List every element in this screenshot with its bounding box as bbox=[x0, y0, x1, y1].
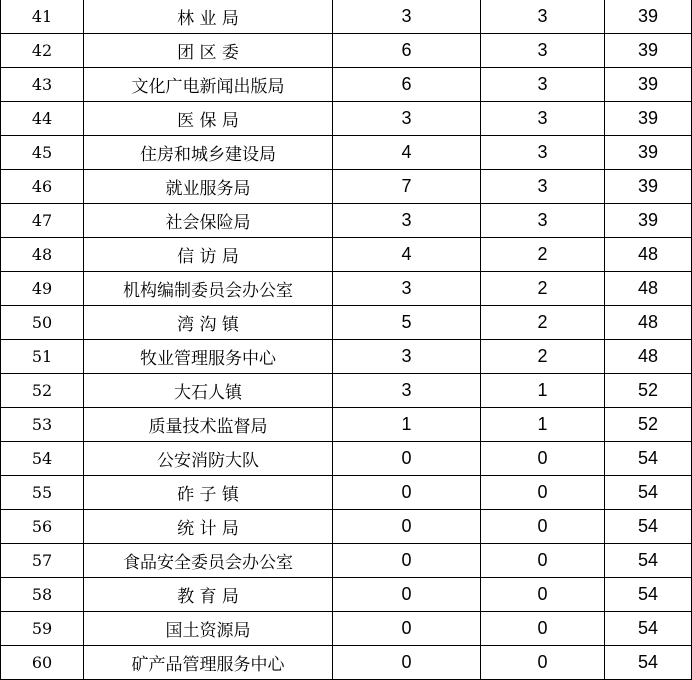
row-number-cell: 56 bbox=[1, 510, 84, 544]
row-number-cell: 47 bbox=[1, 204, 84, 238]
rank-value-cell: 54 bbox=[605, 612, 692, 646]
value-a-cell: 3 bbox=[333, 272, 481, 306]
unit-name-cell: 国土资源局 bbox=[84, 612, 333, 646]
rank-value-cell: 54 bbox=[605, 510, 692, 544]
value-a-cell: 0 bbox=[333, 544, 481, 578]
rank-value-cell: 39 bbox=[605, 136, 692, 170]
value-b-cell: 2 bbox=[481, 306, 605, 340]
unit-name-cell: 团 区 委 bbox=[84, 34, 333, 68]
unit-name-cell: 质量技术监督局 bbox=[84, 408, 333, 442]
rank-value-cell: 39 bbox=[605, 204, 692, 238]
rank-value-cell: 54 bbox=[605, 544, 692, 578]
unit-name-cell: 矿产品管理服务中心 bbox=[84, 646, 333, 680]
row-number-cell: 45 bbox=[1, 136, 84, 170]
value-a-cell: 0 bbox=[333, 510, 481, 544]
value-a-cell: 3 bbox=[333, 374, 481, 408]
value-b-cell: 3 bbox=[481, 136, 605, 170]
row-number-cell: 54 bbox=[1, 442, 84, 476]
value-a-cell: 4 bbox=[333, 238, 481, 272]
value-a-cell: 0 bbox=[333, 612, 481, 646]
table-row bbox=[1, 170, 692, 204]
table-row bbox=[1, 238, 692, 272]
value-a-cell: 6 bbox=[333, 68, 481, 102]
value-a-cell: 1 bbox=[333, 408, 481, 442]
rank-value-cell: 39 bbox=[605, 0, 692, 34]
table-row bbox=[1, 476, 692, 510]
table-body bbox=[1, 0, 692, 680]
table-row bbox=[1, 306, 692, 340]
row-number-cell: 60 bbox=[1, 646, 84, 680]
row-number-cell: 59 bbox=[1, 612, 84, 646]
unit-name-cell: 文化广电新闻出版局 bbox=[84, 68, 333, 102]
value-a-cell: 4 bbox=[333, 136, 481, 170]
value-a-cell: 0 bbox=[333, 578, 481, 612]
unit-name-cell: 食品安全委员会办公室 bbox=[84, 544, 333, 578]
value-b-cell: 0 bbox=[481, 510, 605, 544]
table-row bbox=[1, 68, 692, 102]
row-number-cell: 57 bbox=[1, 544, 84, 578]
rank-value-cell: 39 bbox=[605, 102, 692, 136]
value-b-cell: 0 bbox=[481, 476, 605, 510]
rank-value-cell: 39 bbox=[605, 68, 692, 102]
rank-value-cell: 54 bbox=[605, 646, 692, 680]
table-row bbox=[1, 0, 692, 34]
value-b-cell: 3 bbox=[481, 170, 605, 204]
table-row bbox=[1, 272, 692, 306]
value-b-cell: 3 bbox=[481, 0, 605, 34]
value-b-cell: 3 bbox=[481, 102, 605, 136]
value-b-cell: 0 bbox=[481, 578, 605, 612]
value-b-cell: 0 bbox=[481, 612, 605, 646]
table-row bbox=[1, 204, 692, 238]
rank-value-cell: 52 bbox=[605, 374, 692, 408]
unit-name-cell: 机构编制委员会办公室 bbox=[84, 272, 333, 306]
rank-value-cell: 48 bbox=[605, 340, 692, 374]
table-row bbox=[1, 544, 692, 578]
row-number-cell: 49 bbox=[1, 272, 84, 306]
value-a-cell: 3 bbox=[333, 340, 481, 374]
unit-name-cell: 住房和城乡建设局 bbox=[84, 136, 333, 170]
value-a-cell: 0 bbox=[333, 646, 481, 680]
row-number-cell: 53 bbox=[1, 408, 84, 442]
rank-value-cell: 39 bbox=[605, 34, 692, 68]
value-a-cell: 3 bbox=[333, 102, 481, 136]
table-row bbox=[1, 578, 692, 612]
value-b-cell: 2 bbox=[481, 272, 605, 306]
rank-value-cell: 48 bbox=[605, 306, 692, 340]
unit-name-cell: 就业服务局 bbox=[84, 170, 333, 204]
value-b-cell: 2 bbox=[481, 340, 605, 374]
row-number-cell: 52 bbox=[1, 374, 84, 408]
rank-value-cell: 54 bbox=[605, 578, 692, 612]
value-a-cell: 7 bbox=[333, 170, 481, 204]
unit-name-cell: 医 保 局 bbox=[84, 102, 333, 136]
value-b-cell: 0 bbox=[481, 442, 605, 476]
row-number-cell: 43 bbox=[1, 68, 84, 102]
rank-value-cell: 52 bbox=[605, 408, 692, 442]
unit-name-cell: 信 访 局 bbox=[84, 238, 333, 272]
unit-name-cell: 湾 沟 镇 bbox=[84, 306, 333, 340]
row-number-cell: 51 bbox=[1, 340, 84, 374]
value-a-cell: 0 bbox=[333, 476, 481, 510]
value-b-cell: 0 bbox=[481, 646, 605, 680]
value-b-cell: 2 bbox=[481, 238, 605, 272]
value-b-cell: 1 bbox=[481, 408, 605, 442]
table-row bbox=[1, 510, 692, 544]
rank-value-cell: 48 bbox=[605, 238, 692, 272]
unit-name-cell: 大石人镇 bbox=[84, 374, 333, 408]
row-number-cell: 55 bbox=[1, 476, 84, 510]
row-number-cell: 44 bbox=[1, 102, 84, 136]
unit-name-cell: 统 计 局 bbox=[84, 510, 333, 544]
unit-name-cell: 砟 子 镇 bbox=[84, 476, 333, 510]
unit-name-cell: 社会保险局 bbox=[84, 204, 333, 238]
value-b-cell: 3 bbox=[481, 68, 605, 102]
value-b-cell: 0 bbox=[481, 544, 605, 578]
unit-name-cell: 林 业 局 bbox=[84, 0, 333, 34]
rank-value-cell: 54 bbox=[605, 476, 692, 510]
value-b-cell: 1 bbox=[481, 374, 605, 408]
value-b-cell: 3 bbox=[481, 204, 605, 238]
row-number-cell: 48 bbox=[1, 238, 84, 272]
value-a-cell: 6 bbox=[333, 34, 481, 68]
value-b-cell: 3 bbox=[481, 34, 605, 68]
rank-value-cell: 39 bbox=[605, 170, 692, 204]
table-row bbox=[1, 374, 692, 408]
value-a-cell: 3 bbox=[333, 204, 481, 238]
row-number-cell: 46 bbox=[1, 170, 84, 204]
unit-name-cell: 牧业管理服务中心 bbox=[84, 340, 333, 374]
value-a-cell: 3 bbox=[333, 0, 481, 34]
table-row bbox=[1, 646, 692, 680]
table-row bbox=[1, 612, 692, 646]
row-number-cell: 42 bbox=[1, 34, 84, 68]
unit-name-cell: 教 育 局 bbox=[84, 578, 333, 612]
rank-value-cell: 48 bbox=[605, 272, 692, 306]
row-number-cell: 41 bbox=[1, 0, 84, 34]
value-a-cell: 0 bbox=[333, 442, 481, 476]
row-number-cell: 58 bbox=[1, 578, 84, 612]
value-a-cell: 5 bbox=[333, 306, 481, 340]
table-row bbox=[1, 442, 692, 476]
row-number-cell: 50 bbox=[1, 306, 84, 340]
table-row bbox=[1, 408, 692, 442]
table-row bbox=[1, 102, 692, 136]
rank-value-cell: 54 bbox=[605, 442, 692, 476]
table-row bbox=[1, 136, 692, 170]
table-row bbox=[1, 340, 692, 374]
unit-name-cell: 公安消防大队 bbox=[84, 442, 333, 476]
table-row bbox=[1, 34, 692, 68]
